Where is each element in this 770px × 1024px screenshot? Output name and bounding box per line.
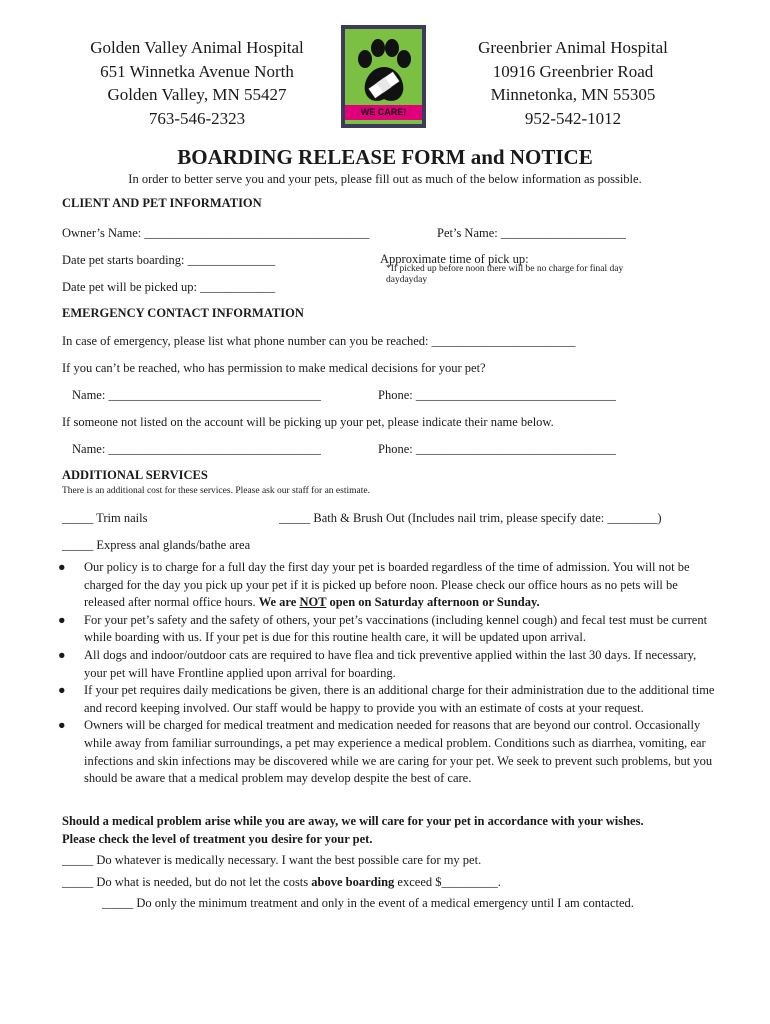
- list-item: ● Owners will be charged for medical treatment and medication needed for reasons that are beyond our control. Occasionally while away from familiar surroundings, a pet may experience a medical problem. Conditions such as diarrhea, vomiting, ear infections and skin infections may be discovered while we are caring for your pet. We seek to prevent such problems, but you should be aware that a medical problem may develop despite the best of care.: [58, 718, 713, 786]
- pickup-person-phone-field[interactable]: Phone: ________________________________: [378, 442, 616, 456]
- pickup-date-field[interactable]: Date pet will be picked up: ____________: [62, 280, 276, 294]
- anal-glands-option[interactable]: _____ Express anal glands/bathe area: [62, 538, 251, 552]
- bullet-icon: ●: [58, 683, 66, 698]
- bullet-icon: ●: [58, 560, 66, 574]
- services-section-heading: ADDITIONAL SERVICES: [62, 468, 208, 482]
- page-title: BOARDING RELEASE FORM and NOTICE: [177, 145, 593, 169]
- list-item: ● Our policy is to charge for a full day the first day your pet is boarded regardless of the time of admission. You will not be charged for the day you pick up your pet if it is picked up before noon. Please check our office hours as no pets will be released after normal office hours. We are NOT open on Saturday afternoon or Sunday.: [58, 560, 690, 610]
- emergency-section-heading: EMERGENCY CONTACT INFORMATION: [62, 306, 304, 320]
- treatment-option-minimum[interactable]: _____ Do only the minimum treatment and only in the event of a medical emergency until I am contacted.: [102, 896, 634, 910]
- owner-name-field[interactable]: Owner’s Name: ____________________________________: [62, 226, 370, 240]
- pickup-person-text: If someone not listed on the account will be picking up your pet, please indicate their name below.: [62, 415, 554, 429]
- permission-phone-field[interactable]: Phone: ________________________________: [378, 388, 616, 402]
- logo-text: WE CARE!: [360, 107, 407, 117]
- right-hospital-address: [438, 36, 708, 130]
- left-hospital-address: [62, 36, 332, 130]
- medical-instruction-2: Please check the level of treatment you desire for your pet.: [62, 832, 373, 846]
- pickup-note: [386, 264, 623, 286]
- right-hospital-city: Minnetonka, MN 55305: [490, 85, 656, 104]
- right-hospital-phone: 952-542-1012: [524, 108, 622, 128]
- bath-brush-option[interactable]: _____ Bath & Brush Out (Includes nail trim, please specify date: ________): [279, 511, 662, 525]
- intro-text: In order to better serve you and your pets, please fill out as much of the below information as possible.: [128, 172, 642, 186]
- right-hospital-street: 10916 Greenbrier Road: [492, 61, 654, 81]
- left-hospital-name: Golden Valley Animal Hospital: [90, 38, 304, 57]
- medical-permission-text: If you can’t be reached, who has permission to make medical decisions for your pet?: [62, 361, 486, 375]
- right-hospital-name: Greenbrier Animal Hospital: [478, 38, 668, 57]
- pickup-time-field[interactable]: Approximate time of pick up:: [380, 252, 529, 266]
- trim-nails-option[interactable]: _____ Trim nails: [62, 511, 148, 525]
- services-note: There is an additional cost for these services. Please ask our staff for an estimate.: [62, 486, 370, 496]
- treatment-option-limited[interactable]: _____ Do what is needed, but do not let the costs above boarding exceed $_________.: [62, 875, 501, 889]
- logo: [341, 25, 426, 128]
- list-item: ● If your pet requires daily medications be given, there is an additional charge for their administration due to the additional time and record keeping involved. Our staff would be happy to provide you with an estimate of costs at your request.: [58, 683, 715, 715]
- pickup-note-line2: daydayday: [386, 275, 428, 285]
- emergency-phone-field[interactable]: In case of emergency, please list what phone number can you be reached: _______________________: [62, 334, 576, 348]
- medical-instruction-1: Should a medical problem arise while you are away, we will care for your pet in accordance with your wishes.: [62, 814, 644, 828]
- bullet-icon: ●: [58, 612, 66, 627]
- left-hospital-phone: 763-546-2323: [148, 108, 246, 128]
- pet-name-field[interactable]: Pet’s Name: ____________________: [437, 226, 626, 240]
- list-item: ● For your pet’s safety and the safety of others, your pet’s vaccinations (including kennel cough) and fecal test must be current while boarding with us. If your pet is due for this routine health care, it will be updated upon arrival.: [58, 612, 708, 645]
- policy-list: [58, 559, 718, 788]
- left-hospital-city: Golden Valley, MN 55427: [107, 85, 287, 104]
- permission-name-field[interactable]: Name: __________________________________: [72, 388, 321, 402]
- left-hospital-street: 651 Winnetka Avenue North: [100, 61, 294, 81]
- bullet-icon: ●: [58, 647, 66, 662]
- pickup-person-name-field[interactable]: Name: __________________________________: [72, 442, 321, 456]
- pickup-note-line1: *If picked up before noon there will be no charge for final day: [386, 264, 624, 274]
- treatment-option-full[interactable]: _____ Do whatever is medically necessary. I want the best possible care for my pet.: [62, 853, 482, 867]
- bullet-icon: ●: [58, 718, 66, 733]
- client-section-heading: CLIENT AND PET INFORMATION: [62, 196, 262, 210]
- boarding-start-field[interactable]: Date pet starts boarding: ______________: [62, 253, 276, 267]
- list-item: ● All dogs and indoor/outdoor cats are required to have flea and tick preventive applied within the last 30 days. If necessary, your pet will have Frontline applied upon arrival for boarding.: [58, 647, 697, 680]
